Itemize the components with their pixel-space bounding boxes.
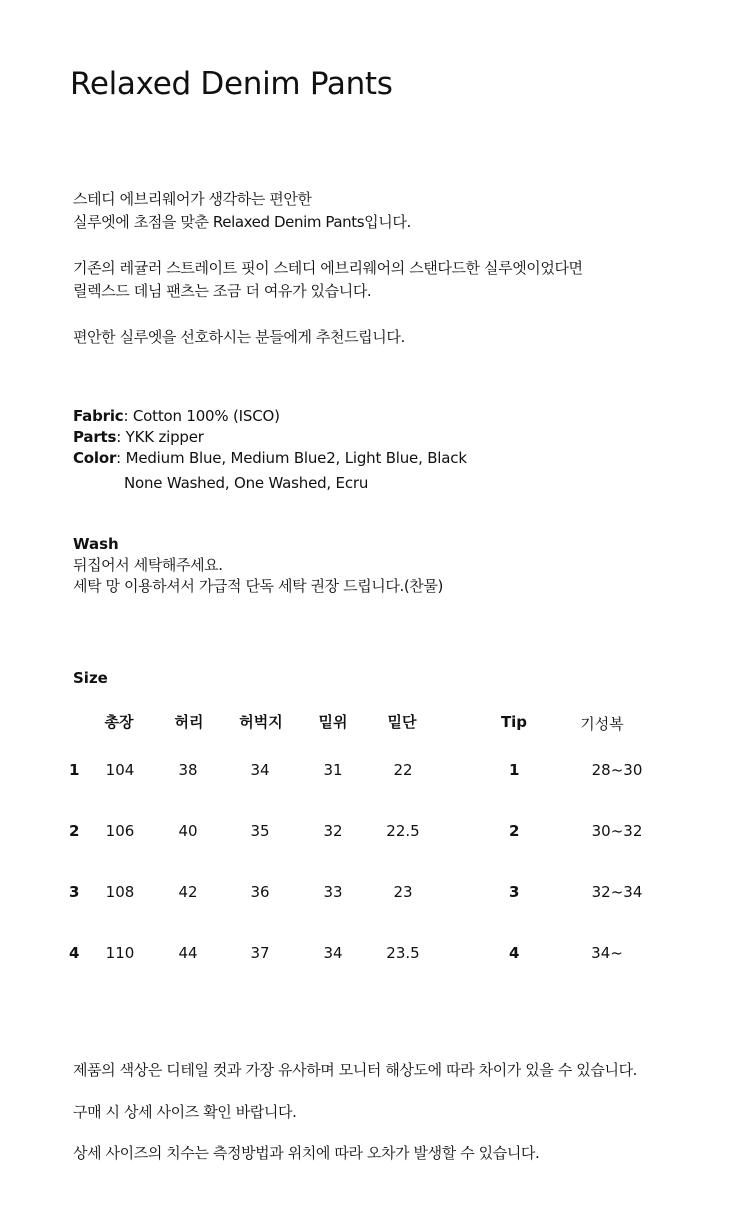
size-heading: Size xyxy=(73,669,108,687)
size-row-label: 2 xyxy=(69,822,80,840)
size-cell: 37 xyxy=(250,944,270,962)
product-description xyxy=(73,188,583,349)
size-cell: 108 xyxy=(105,883,135,901)
product-title: Relaxed Denim Pants xyxy=(70,66,393,102)
size-cell: 23.5 xyxy=(386,944,420,962)
note-measurement-error: 상세 사이즈의 치수는 측정방법과 위치에 따라 오차가 발생할 수 있습니다. xyxy=(73,1144,540,1162)
wash-instruction-1: 뒤집어서 세탁해주세요. xyxy=(73,556,223,574)
size-cell: 110 xyxy=(105,944,135,962)
description-line: 실루엣에 초점을 맞춘 Relaxed Denim Pants입니다. xyxy=(73,213,411,231)
size-cell: 22 xyxy=(393,761,413,779)
tip-col-ready-made: 기성복 xyxy=(580,715,624,733)
description-line xyxy=(73,303,583,326)
tip-row-label: 2 xyxy=(509,822,520,840)
tip-row-label: 3 xyxy=(509,883,520,901)
size-col-total-length: 총장 xyxy=(104,713,134,731)
color-value: : Medium Blue, Medium Blue2, Light Blue, Black xyxy=(116,449,467,467)
size-cell: 34 xyxy=(323,944,343,962)
tip-row-label: 1 xyxy=(509,761,520,779)
color-spec-continued: None Washed, One Washed, Ecru xyxy=(124,474,369,492)
parts-value: : YKK zipper xyxy=(116,428,204,446)
fabric-label: Fabric xyxy=(73,407,124,425)
size-cell: 106 xyxy=(105,822,135,840)
tip-heading: Tip xyxy=(500,713,528,731)
size-cell: 42 xyxy=(178,883,198,901)
size-row-label: 4 xyxy=(69,944,80,962)
size-cell: 104 xyxy=(105,761,135,779)
size-cell: 44 xyxy=(178,944,198,962)
size-cell: 38 xyxy=(178,761,198,779)
size-row-label: 3 xyxy=(69,883,80,901)
color-spec xyxy=(73,448,467,469)
description-line: 릴렉스드 데님 팬츠는 조금 더 여유가 있습니다. xyxy=(73,282,372,300)
size-cell: 40 xyxy=(178,822,198,840)
size-col-thigh: 허벅지 xyxy=(239,713,283,731)
wash-heading: Wash xyxy=(73,535,119,553)
tip-row-label: 4 xyxy=(509,944,520,962)
description-line: 기존의 레귤러 스트레이트 핏이 스테디 에브리웨어의 스탠다드한 실루엣이었다면 xyxy=(73,259,583,277)
size-cell: 34 xyxy=(250,761,270,779)
description-line: 편안한 실루엣을 선호하시는 분들에게 추천드립니다. xyxy=(73,328,405,346)
size-cell: 32 xyxy=(323,822,343,840)
tip-cell: 34~ xyxy=(591,944,623,962)
note-color-difference: 제품의 색상은 디테일 컷과 가장 유사하며 모니터 해상도에 따라 차이가 있을 수 있습니다. xyxy=(73,1061,638,1079)
tip-cell: 30~32 xyxy=(591,822,643,840)
size-col-hem: 밑단 xyxy=(387,713,417,731)
parts-spec xyxy=(73,427,204,448)
tip-cell: 28~30 xyxy=(591,761,643,779)
description-line: 스테디 에브리웨어가 생각하는 편안한 xyxy=(73,190,312,208)
size-cell: 35 xyxy=(250,822,270,840)
size-row-label: 1 xyxy=(69,761,80,779)
fabric-spec xyxy=(73,406,280,427)
size-col-rise: 밑위 xyxy=(318,713,348,731)
color-label: Color xyxy=(73,449,117,467)
tip-cell: 32~34 xyxy=(591,883,643,901)
note-check-size: 구매 시 상세 사이즈 확인 바랍니다. xyxy=(73,1103,297,1121)
size-col-waist: 허리 xyxy=(174,713,204,731)
size-cell: 22.5 xyxy=(386,822,420,840)
size-cell: 23 xyxy=(393,883,413,901)
size-cell: 36 xyxy=(250,883,270,901)
parts-label: Parts xyxy=(73,428,117,446)
size-cell: 31 xyxy=(323,761,343,779)
fabric-value: : Cotton 100% (ISCO) xyxy=(123,407,280,425)
description-line xyxy=(73,234,583,257)
wash-instruction-2: 세탁 망 이용하셔서 가급적 단독 세탁 권장 드립니다.(찬물) xyxy=(73,577,443,595)
size-cell: 33 xyxy=(323,883,343,901)
